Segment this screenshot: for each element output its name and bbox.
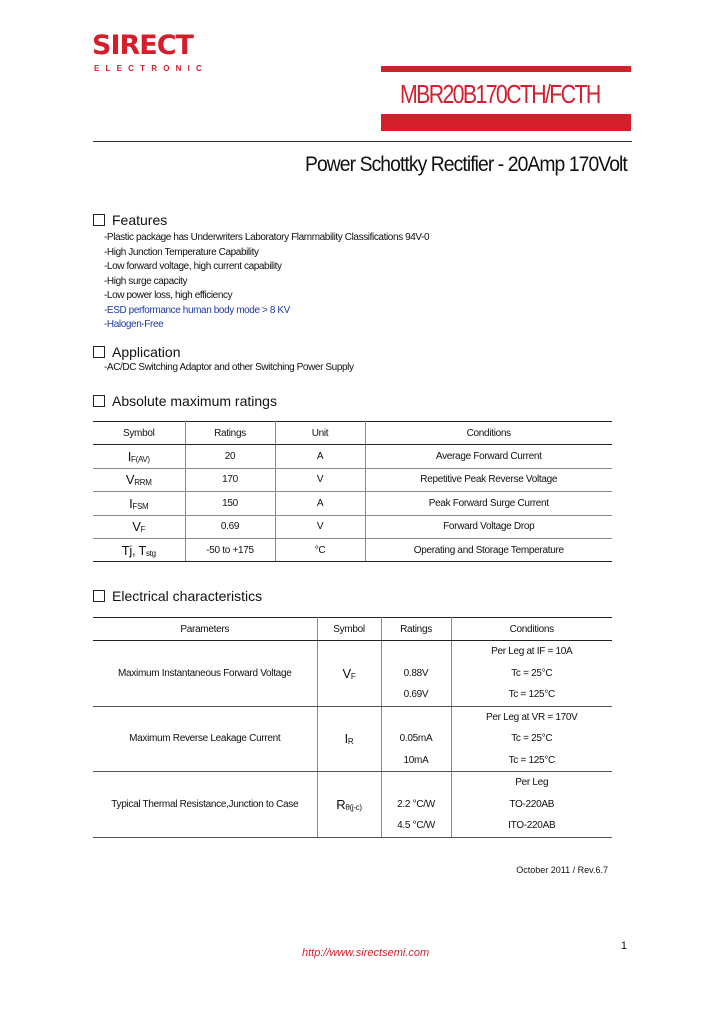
condition-cell: Peak Forward Surge Current <box>365 492 612 515</box>
header-cell: Unit <box>275 422 365 445</box>
parameter-cell: Maximum Instantaneous Forward Voltage <box>93 641 317 707</box>
rating-cell: 150 <box>185 492 275 515</box>
header-cell: Conditions <box>451 618 612 641</box>
list-item: -High surge capacity <box>104 275 188 287</box>
application-list <box>104 361 354 376</box>
symbol-cell: Tj, $T_{stg}$ <box>93 538 185 561</box>
rating-cell: 0.69 <box>185 515 275 538</box>
abs-max-title: Absolute maximum ratings <box>112 393 277 409</box>
unit-cell: V <box>275 515 365 538</box>
page-title: Power Schottky Rectifier - 20Amp 170Volt <box>305 153 627 176</box>
logo-subtitle: ELECTRONIC <box>94 64 208 73</box>
banner-stripe <box>381 121 631 131</box>
application-heading <box>93 344 181 360</box>
unit-cell: A <box>275 445 365 468</box>
features-heading <box>93 212 167 228</box>
list-item: -AC/DC Switching Adaptor and other Switching Power Supply <box>104 362 354 373</box>
table-row <box>93 538 612 561</box>
condition-cell: Average Forward Current <box>365 445 612 468</box>
symbol-cell: $I_R$ <box>317 706 381 772</box>
condition-cell: Repetitive Peak Reverse Voltage <box>365 468 612 491</box>
header-cell: Symbol <box>317 618 381 641</box>
table-header-row <box>93 422 612 445</box>
list-item: -Low power loss, high efficiency <box>104 290 233 301</box>
website-link[interactable]: http://www.sirectsemi.com <box>302 947 430 959</box>
condition-cell: Per Leg at IF = 10A Tc = 25°C Tc = 125°C <box>451 641 612 707</box>
condition-cell: Per Leg at VR = 170V Tc = 25°C Tc = 125°C <box>451 706 612 772</box>
header-cell: Conditions <box>365 422 612 445</box>
table-row <box>93 468 612 491</box>
checkbox-icon <box>93 395 105 407</box>
symbol-cell: $V_{RRM}$ <box>93 468 185 491</box>
rating-cell: 2.2 °C/W 4.5 °C/W <box>381 772 451 838</box>
table-header-row <box>93 618 612 641</box>
condition-cell: Forward Voltage Drop <box>365 515 612 538</box>
electrical-title: Electrical characteristics <box>112 588 263 604</box>
table-row <box>93 445 612 468</box>
table-row <box>93 492 612 515</box>
condition-cell: Per Leg TO-220AB ITO-220AB <box>451 772 612 838</box>
header-cell: Parameters <box>93 618 317 641</box>
table-row <box>93 706 612 772</box>
symbol-cell: $I_{FSM}$ <box>93 492 185 515</box>
header-cell: Ratings <box>185 422 275 445</box>
electrical-table <box>93 617 612 838</box>
checkbox-icon <box>93 214 105 226</box>
revision-date: October 2011 / Rev.6.7 <box>516 865 608 875</box>
company-logo: SIRECT <box>92 30 193 61</box>
checkbox-icon <box>93 590 105 602</box>
abs-max-table <box>93 421 612 562</box>
table-row <box>93 515 612 538</box>
table-row <box>93 772 612 838</box>
rating-cell: 20 <box>185 445 275 468</box>
parameter-cell: Typical Thermal Resistance,Junction to Case <box>93 772 317 838</box>
list-item: -Plastic package has Underwriters Laboratory Flammability Classifications 94V-0 <box>104 232 430 243</box>
list-item: -Halogen-Free <box>104 319 164 330</box>
electrical-heading <box>93 588 262 604</box>
page-number: 1 <box>620 940 627 952</box>
features-title: Features <box>112 212 168 228</box>
header-cell: Symbol <box>93 422 185 445</box>
rating-cell: 0.88V 0.69V <box>381 641 451 707</box>
rating-cell: 0.05mA 10mA <box>381 706 451 772</box>
symbol-cell: $V_F$ <box>317 641 381 707</box>
abs-max-heading <box>93 393 277 409</box>
unit-cell: A <box>275 492 365 515</box>
table-row <box>93 641 612 707</box>
rating-cell: 170 <box>185 468 275 491</box>
parameter-cell: Maximum Reverse Leakage Current <box>93 706 317 772</box>
symbol-cell: $I_{F(AV)}$ <box>93 445 185 468</box>
application-title: Application <box>112 344 181 360</box>
unit-cell: V <box>275 468 365 491</box>
list-item: -Low forward voltage, high current capability <box>104 261 282 272</box>
part-number: MBR20B170CTH/FCTH <box>400 79 600 109</box>
rating-cell: -50 to +175 <box>185 538 275 561</box>
condition-cell: Operating and Storage Temperature <box>365 538 612 561</box>
list-item: -High Junction Temperature Capability <box>104 246 259 258</box>
list-item: -ESD performance human body mode > 8 KV <box>104 304 290 316</box>
unit-cell: °C <box>275 538 365 561</box>
symbol-cell: $V_F$ <box>93 515 185 538</box>
checkbox-icon <box>93 346 105 358</box>
symbol-cell: $R_{\theta(j-c)}$ <box>317 772 381 838</box>
header-cell: Ratings <box>381 618 451 641</box>
features-list <box>104 231 429 333</box>
header-divider <box>93 141 632 142</box>
